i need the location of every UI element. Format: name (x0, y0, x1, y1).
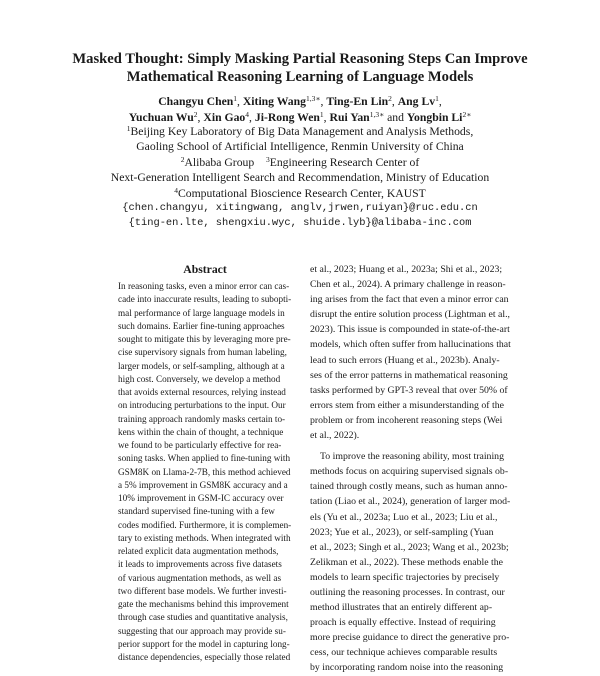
abstract-line: we found to be particularly effective for rea- (118, 440, 282, 450)
author-sup: 4 (245, 109, 250, 119)
author-conjunction: and (387, 110, 404, 124)
abstract-line: related explicit data augmentation methods, (118, 546, 279, 556)
text-line: proach is equally effective. Instead of requiring (310, 617, 496, 629)
intro-column (310, 262, 511, 676)
text-line: problem or from incoherent reasoning steps (Wei (310, 414, 503, 426)
abstract-line: cise supervisory signals from human labeling, (118, 347, 287, 358)
author-sup: 1,3∗ (369, 109, 385, 119)
affiliation-line (0, 155, 600, 170)
abstract-line: 10% improvement in GSM-IC accuracy over (118, 493, 284, 503)
author-name: Xin Gao (203, 110, 246, 124)
affiliation-text: Beijing Key Laboratory of Big Data Management and Analysis Methods, (130, 125, 474, 138)
author-sup: 1 (319, 109, 324, 119)
author-line: Changyu Chen$^1$, Xiting Wang$^{1,3∗}$, Ting-En Lin$^2$, Ang Lv$^1$, (158, 94, 442, 108)
affiliation-sup: 2 (180, 154, 185, 164)
title-line: Masked Thought: Simply Masking Partial Reasoning Steps Can Improve (72, 51, 528, 67)
text-line: ses of the error patterns in mathematical reasoning (310, 369, 508, 381)
text-line: Zelikman et al., 2022). These methods enable the (310, 556, 503, 568)
affiliation-text: Computational Bioscience Research Center, KAUST (177, 186, 426, 200)
abstract-line: kens within the chain of thought, a technique (118, 426, 284, 437)
text-line: more precise guidance to direct the generative pro- (310, 632, 510, 644)
abstract-body (118, 280, 293, 664)
text-line: els (Yu et al., 2023a; Luo et al., 2023; Liu et al., (310, 511, 498, 523)
abstract-line: distance dependencies, especially those related (118, 652, 291, 662)
author-name: Ji-Rong Wen (254, 110, 320, 124)
affiliation-text: Alibaba Group (184, 155, 255, 169)
author-name: Ting-En Lin (326, 95, 389, 108)
author-name: Yongbin Li (406, 110, 463, 124)
affiliation-text: Engineering Research Center of (269, 155, 420, 169)
author-name: Changyu Chen (158, 95, 234, 108)
author-line: Yuchuan Wu$^2$, Xin Gao$^4$, Ji-Rong Wen$^1$, Rui Yan$^{1,3∗}$ and Yongbin $Li^{2∗}$ (128, 109, 472, 124)
abstract-line: standard supervised fine-tuning with a few (118, 506, 275, 517)
abstract-line: that avoids external resources, relying instead (118, 387, 286, 397)
affiliations (0, 124, 600, 232)
abstract-line: tary to existing methods. When integrated with (118, 532, 291, 543)
abstract-line: on introducing perturbations to the input. Our (118, 400, 286, 411)
intro-paragraph (310, 262, 511, 443)
text-line: et al., 2023; Huang et al., 2023a; Shi et al., 2023; (310, 264, 503, 275)
abstract-line: suggesting that our approach may provide su- (118, 625, 286, 636)
abstract-line: high cost. Conversely, we develop a method (118, 373, 281, 384)
abstract-line: In reasoning tasks, even a minor error can cas- (118, 281, 290, 291)
text-line: methods focus on acquiring supervised signals ob- (310, 466, 509, 478)
affiliation-sup: 4 (174, 185, 178, 195)
affiliation-line (0, 186, 600, 201)
abstract-line: mal performance of large language models in (118, 307, 285, 318)
affiliation-line: Next-Generation Intelligent Search and Recommendation, Ministry of Education (110, 171, 490, 185)
affiliation-line (0, 124, 600, 139)
text-line: by incorporating random noise into the reasoning (310, 662, 504, 674)
abstract-line: larger models, or self-sampling, although at a (118, 360, 285, 371)
author-name: Yuchuan Wu (128, 110, 194, 124)
abstract-line: such domains. Earlier fine-tuning approaches (118, 320, 285, 331)
abstract-line: sought to mitigate this by leveraging more pre- (118, 334, 291, 344)
title-line: Mathematical Reasoning Learning of Language Models (126, 69, 474, 85)
text-line: tained through costly means, such as human anno- (310, 481, 508, 493)
text-line: models to learn specific trajectories by precisely (310, 571, 500, 583)
text-line: disrupt the entire solution process (Lightman et al., (310, 309, 510, 321)
author-sup: 2 (193, 109, 198, 119)
text-line: To improve the reasoning ability, most training (320, 451, 504, 463)
text-line: et al., 2023; Singh et al., 2023; Wang et al., 2023b; (310, 541, 509, 553)
abstract-line: codes modified. Furthermore, it is complemen- (118, 519, 292, 530)
abstract-line: GSM8K on Llama-2-7B, this method achieved (118, 466, 291, 477)
abstract-line: soning tasks. When applied to fine-tuning with (118, 453, 291, 464)
abstract-line: through case studies and quantitative analysis, (118, 612, 288, 623)
author-sup: 1 (233, 94, 238, 103)
text-line: models, which often suffer from hallucinations that (310, 339, 511, 351)
abstract-line: training approach randomly masks certain to- (118, 413, 286, 424)
text-line: tation (Liao et al., 2024), generation of larger mod- (310, 496, 511, 508)
affiliation-sup: 1 (126, 124, 131, 133)
text-line: Chen et al., 2024). A primary challenge in reason- (310, 279, 506, 291)
abstract-line: a 5% improvement in GSM8K accuracy and a (118, 479, 288, 490)
paper-title (0, 50, 600, 86)
abstract-line: cade into inaccurate results, leading to subopti- (118, 294, 292, 305)
text-line: method illustrates that an entirely different ap- (310, 602, 493, 614)
author-list (0, 94, 600, 125)
text-line: errors stem from either a misunderstanding of the (310, 399, 504, 411)
abstract-line: of various augmentation methods, as well as (118, 572, 282, 583)
author-name: Rui Yan (329, 110, 370, 124)
affiliation-sup: 3 (265, 154, 270, 164)
abstract-line: two different base models. We further investi- (118, 585, 287, 596)
abstract-line: gate the mechanisms behind this improvement (118, 599, 289, 609)
text-line: cess, our technique achieves comparable results (310, 647, 498, 659)
author-sup: 1,3∗ (305, 94, 321, 103)
author-sup: 2∗ (462, 109, 472, 119)
abstract-line: perior support for the model in capturing long- (118, 638, 290, 649)
author-sup: 2 (388, 94, 392, 103)
text-line: tasks performed by GPT-3 reveal that over 50% of (310, 384, 508, 396)
text-line: 2023; Yue et al., 2023), or self-sampling (Yuan (310, 526, 494, 538)
text-line: ing arises from the fact that even a minor error can (310, 294, 509, 306)
abstract-heading: Abstract (183, 263, 227, 276)
text-line: lead to such errors (Huang et al., 2023b). Analy- (310, 354, 500, 366)
email-line: {chen.changyu, xitingwang, anglv,jrwen,ruiyan}@ruc.edu.cn (122, 202, 478, 215)
author-name: Xiting Wang (242, 95, 306, 108)
author-name: Ang Lv (397, 95, 436, 108)
text-line: 2023). This issue is compounded in state-of-the-art (310, 324, 510, 336)
affiliation-line: Gaoling School of Artificial Intelligence, Renmin University of China (136, 140, 464, 154)
text-line: outlining the reasoning processes. In contrast, our (310, 586, 505, 598)
text-line: et al., 2022). (310, 430, 360, 442)
abstract-line: it leads to improvements across five datasets (118, 559, 282, 570)
author-sup: 1 (435, 94, 439, 103)
email-line: {ting-en.lte, shengxiu.wyc, shuide.lyb}@alibaba-inc.com (128, 217, 472, 230)
intro-paragraph (310, 449, 511, 675)
